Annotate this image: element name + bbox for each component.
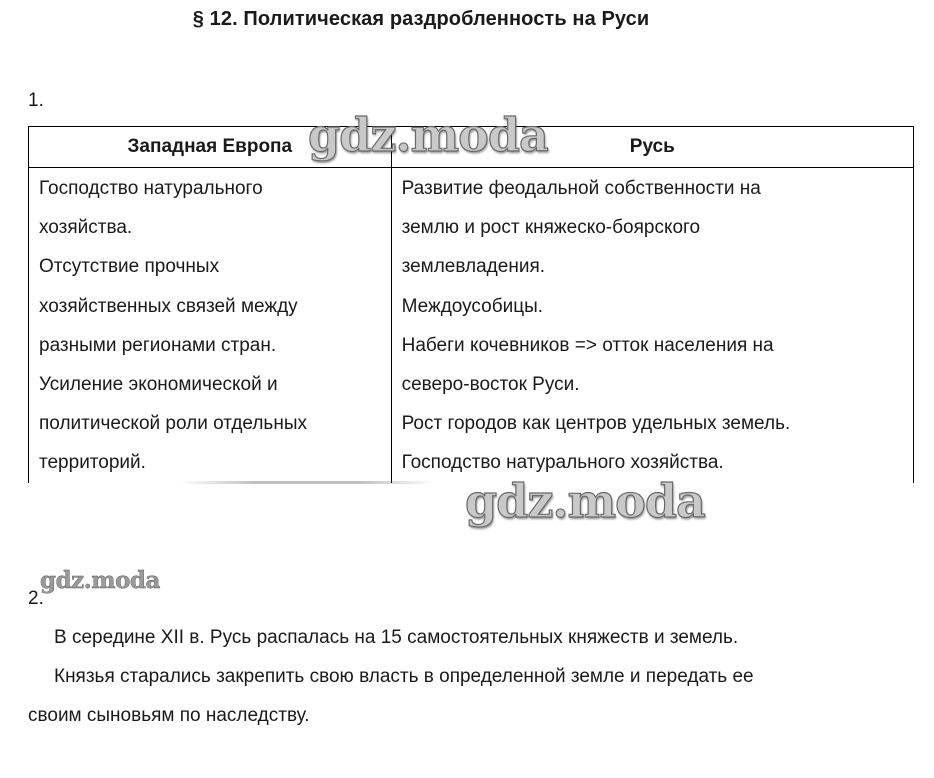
cell-line: Господство натурального [39,178,263,199]
cell-line: разными регионами стран. [39,334,277,356]
cell-line: землю и рост княжеско-боярского [401,217,701,239]
scan-artifact [180,481,435,484]
paragraph-line: В середине XII в. Русь распалась на 15 самостоятельных княжеств и земель. [54,627,739,648]
paragraph-line: своим сыновьям по наследству. [28,705,310,726]
west-europe-cell [29,168,392,483]
cell-line: Отсутствие прочных [39,256,220,278]
rus-cell [391,168,913,483]
section-title: § 12. Политическая раздробленность на Руси [192,8,650,30]
watermark-logo: gdz.moda [308,108,548,162]
cell-line: северо-восток Руси. [401,374,580,396]
cell-line: Господство натурального хозяйства. [401,452,724,474]
table-row [29,168,914,483]
cell-line: Набеги кочевников => отток населения на [401,334,774,356]
header-rus: Русь [391,127,913,168]
cell-line: Рост городов как центров удельных земель. [401,413,791,435]
cell-line: Междоусобицы. [401,295,544,317]
cell-line: политической роли отдельных [39,413,307,435]
cell-line: хозяйства. [39,217,133,239]
cell-line: Развитие феодальной собственности на [401,178,761,199]
cell-line: землевладения. [401,256,546,278]
header-west-europe: Западная Европа [29,127,392,168]
watermark-logo: gdz.moda [465,474,705,528]
task-2-number: 2. [28,588,44,609]
cell-line: Усиление экономической и [39,374,278,396]
watermark-logo: gdz.moda [40,567,160,594]
task-1-number: 1. [28,90,44,111]
comparison-table [28,126,914,483]
cell-line: территорий. [39,452,146,474]
paragraph-line: Князья старались закрепить свою власть в определенной земле и передать ее [54,666,754,687]
cell-line: хозяйственных связей между [39,295,298,317]
